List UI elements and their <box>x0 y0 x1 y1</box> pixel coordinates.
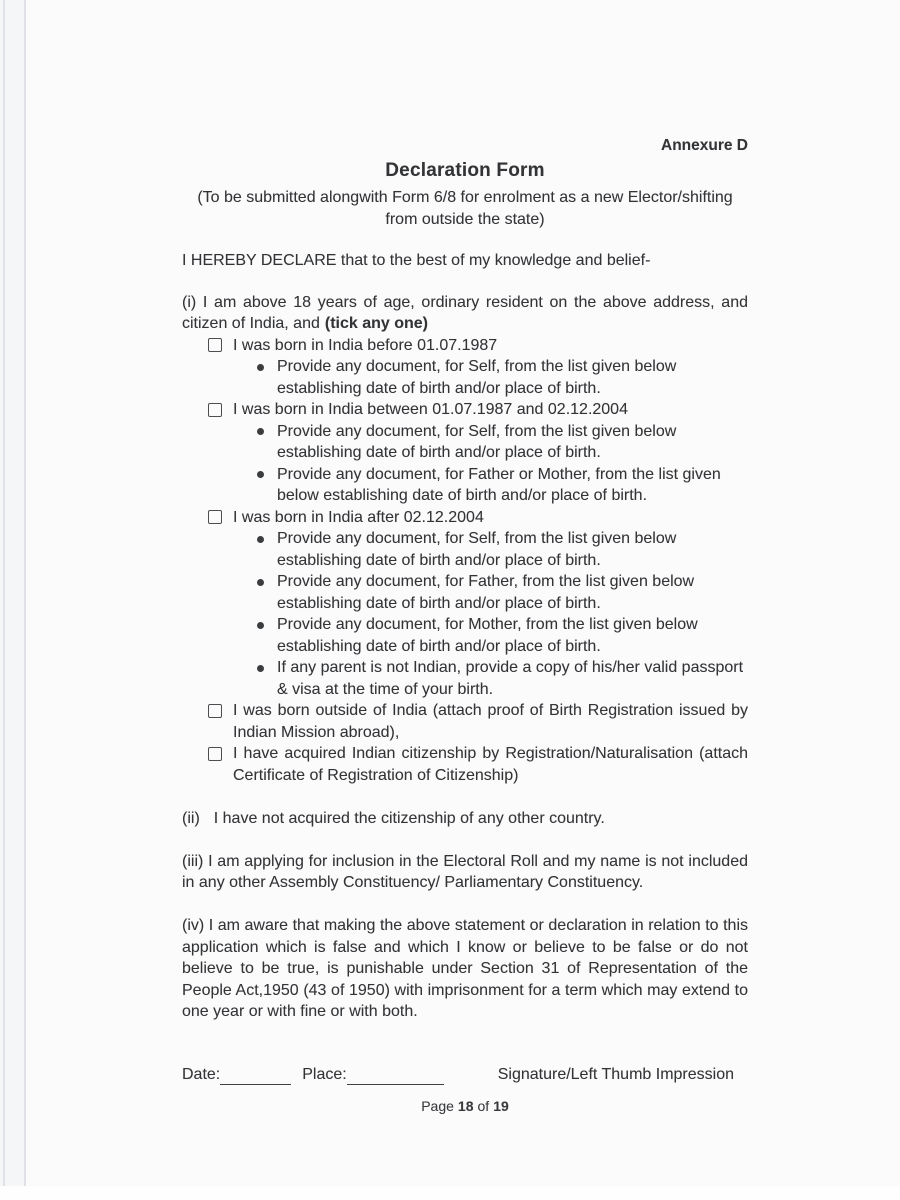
option-label: I was born in India after 02.12.2004 <box>233 508 484 526</box>
option-row-born-before-1987 <box>182 335 748 357</box>
scan-bottom-strip <box>0 1186 900 1200</box>
checkbox[interactable] <box>208 510 222 524</box>
bullet-icon <box>257 428 264 435</box>
signature-label: Signature/Left Thumb Impression <box>497 1065 734 1083</box>
scan-edge-line-outer <box>3 0 5 1200</box>
declaration-intro: I HEREBY DECLARE that to the best of my knowledge and belief- <box>182 252 651 269</box>
checkbox[interactable] <box>208 704 222 718</box>
document-content <box>182 138 748 1118</box>
option-row-born-1987-2004 <box>182 399 748 421</box>
clause-iv: (iv) I am aware that making the above statement or declaration in relation to this application which is false and which I know or believe to be false or do not believe to be true, is punishable under Section 31 of Representation of the People Act,1950 (43 of 1950) with imprisonment for a term which may extend to one year or with fine or with both. <box>182 917 748 1020</box>
bullet-text: Provide any document, for Self, from the list given below establishing date of birth and/or place of birth. <box>277 422 677 461</box>
bullet-icon <box>257 536 264 543</box>
subtitle-line-2: from outside the state) <box>385 210 545 228</box>
subtitle-line-1: (To be submitted alongwith Form 6/8 for enrolment as a new Elector/shifting <box>197 189 733 206</box>
bullet-text: Provide any document, for Self, from the list given below establishing date of birth and/or place of birth. <box>277 358 677 397</box>
option-row-born-after-2004 <box>182 507 748 529</box>
bullet-text: Provide any document, for Mother, from the list given below establishing date of birth and/or place of birth. <box>277 616 698 655</box>
clause-ii-text: I have not acquired the citizenship of any other country. <box>213 809 605 827</box>
bullet-item <box>182 421 748 464</box>
bullet-item <box>182 571 748 614</box>
date-field[interactable] <box>220 1067 291 1085</box>
annexure-label: Annexure D <box>661 137 748 154</box>
bullet-item <box>182 528 748 571</box>
clause-i-text: (i) I am above 18 years of age, ordinary resident on the above address, and citizen of India, and <box>182 293 748 332</box>
page-current: 18 <box>457 1098 474 1114</box>
option-label: I was born in India before 01.07.1987 <box>233 336 498 354</box>
page-title: Declaration Form <box>385 160 545 181</box>
bullet-text: Provide any document, for Father, from the list given below establishing date of birth and/or place of birth. <box>277 573 695 612</box>
place-field[interactable] <box>347 1067 444 1085</box>
checkbox[interactable] <box>208 403 222 417</box>
bullet-icon <box>257 665 264 672</box>
bullet-icon <box>257 579 264 586</box>
clause-i <box>182 292 748 335</box>
bullet-icon <box>257 622 264 629</box>
checkbox[interactable] <box>208 747 222 761</box>
tick-any-one-note: (tick any one) <box>324 315 429 332</box>
bullet-item <box>182 614 748 657</box>
place-label: Place: <box>302 1065 347 1083</box>
page-number <box>182 1096 748 1118</box>
signature-row <box>182 1064 748 1086</box>
page-word: Page <box>421 1098 454 1114</box>
of-word: of <box>477 1098 490 1114</box>
bullet-item <box>182 464 748 507</box>
bullet-icon <box>257 471 264 478</box>
option-row-born-outside-india <box>182 700 748 743</box>
subtitle <box>182 187 748 230</box>
bullet-item <box>182 356 748 399</box>
bullet-text: If any parent is not Indian, provide a copy of his/her valid passport & visa at the time of your birth. <box>277 659 744 698</box>
option-row-citizenship-registration <box>182 743 748 786</box>
clause-ii <box>182 808 748 830</box>
bullet-text: Provide any document, for Father or Mother, from the list given below establishing date of birth and/or place of birth. <box>277 465 721 504</box>
option-label: I have acquired Indian citizenship by Registration/Naturalisation (attach Certificate of Registration of Citizenship) <box>233 745 748 784</box>
page-total: 19 <box>493 1098 509 1114</box>
clause-ii-label: (ii) <box>182 809 200 827</box>
checkbox[interactable] <box>208 338 222 352</box>
bullet-item <box>182 657 748 700</box>
bullet-text: Provide any document, for Self, from the list given below establishing date of birth and/or place of birth. <box>277 530 677 569</box>
option-label: I was born in India between 01.07.1987 and 02.12.2004 <box>233 401 628 418</box>
option-list <box>182 335 748 787</box>
scan-edge-line-inner <box>24 0 26 1186</box>
option-label: I was born outside of India (attach proof of Birth Registration issued by Indian Mission abroad), <box>233 702 748 741</box>
bullet-icon <box>257 364 264 371</box>
clause-iii: (iii) I am applying for inclusion in the Electoral Roll and my name is not included in any other Assembly Constituency/ Parliamentary Constituency. <box>182 852 748 891</box>
date-label: Date: <box>182 1065 221 1083</box>
